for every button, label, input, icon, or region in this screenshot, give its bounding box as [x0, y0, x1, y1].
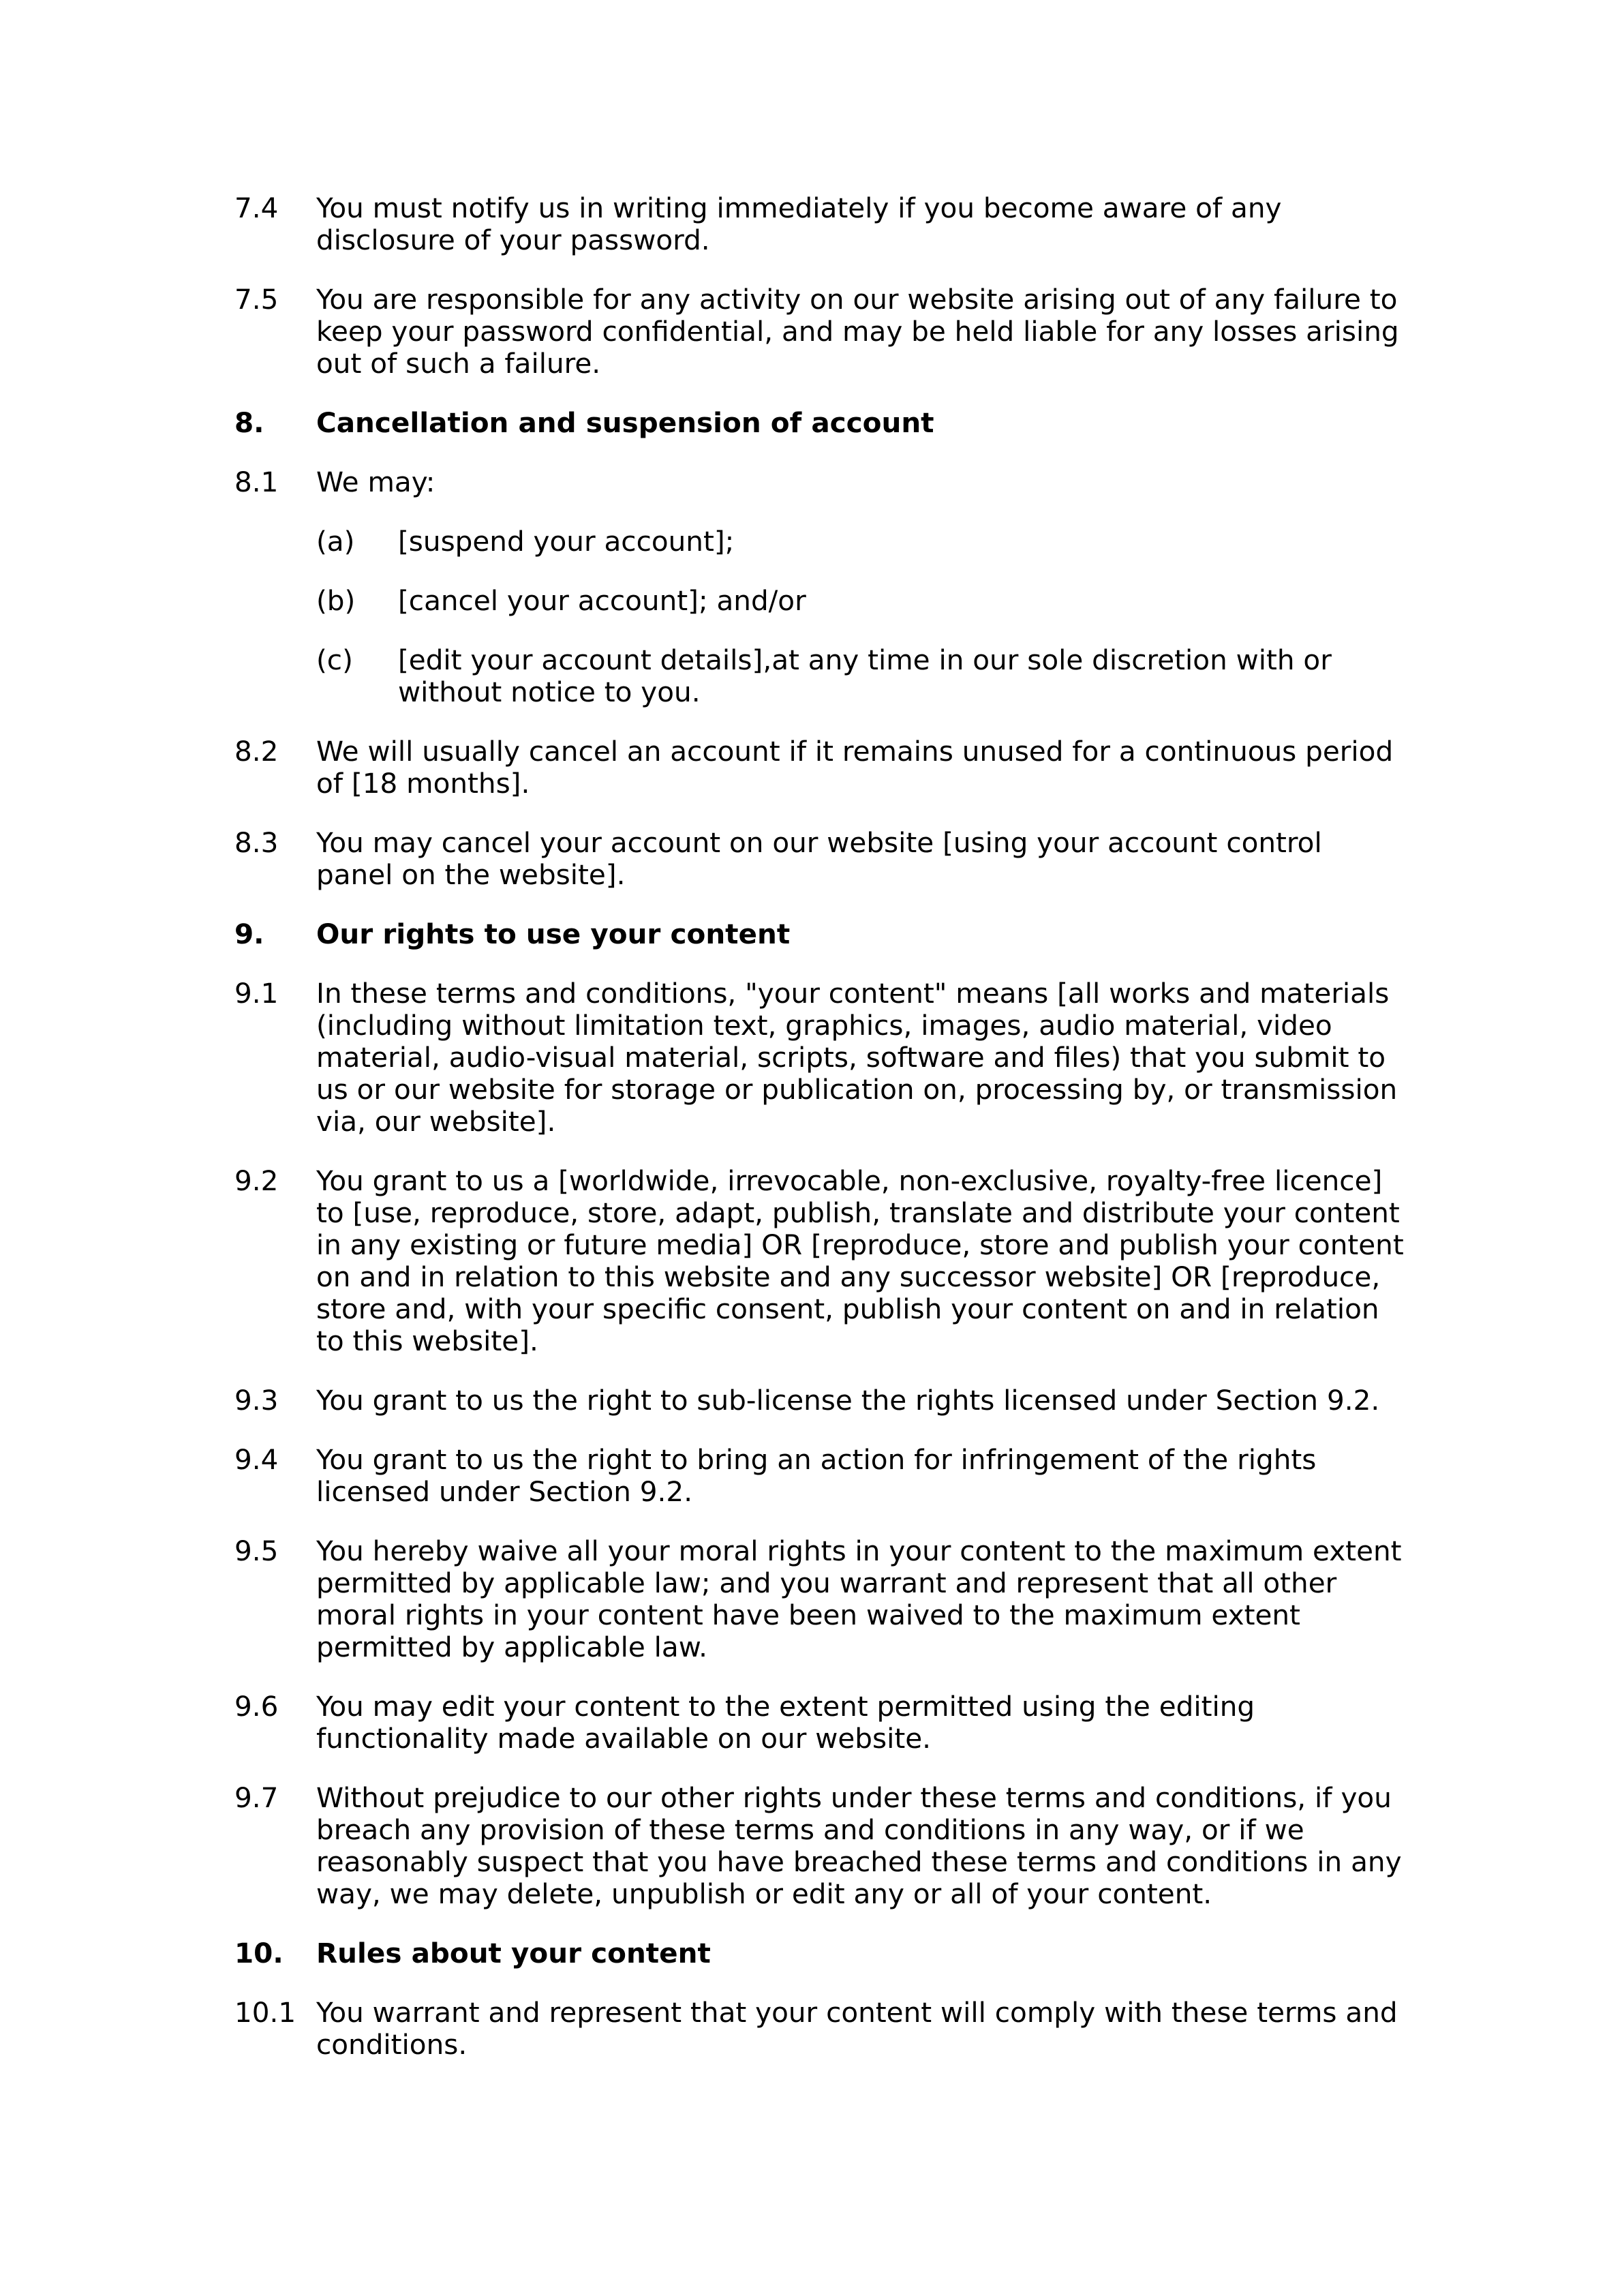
clause-text: You may edit your content to the extent permitted using the editing functionality made available on our website. [316, 1690, 1255, 1755]
clause-number: 8.1 [234, 466, 279, 498]
clause-9-7 [234, 1782, 1407, 1910]
clause-9-2 [234, 1165, 1407, 1357]
section-heading-10 [234, 1937, 1407, 1969]
clause-9-1 [234, 978, 1407, 1138]
clause-number: 7.4 [234, 192, 279, 224]
clause-9-6 [234, 1691, 1407, 1755]
section-title: Rules about your content [316, 1937, 711, 1969]
clause-number: 8.2 [234, 735, 279, 768]
clause-number: 8.3 [234, 826, 279, 859]
clause-8-3 [234, 827, 1407, 891]
clause-7-4 [234, 192, 1407, 256]
clause-8-1 [234, 466, 1407, 498]
clause-text: Without prejudice to our other rights under these terms and conditions, if you breach any provision of these terms and conditions in any way, or if we reasonably suspect that you have breached these terms and conditions in any way, we may delete, unpublish or edit any or all of your content. [316, 1781, 1402, 1910]
subclause-8-1-b [316, 585, 1407, 617]
clause-text: You grant to us the right to sub-license the rights licensed under Section 9.2. [316, 1384, 1380, 1417]
clause-number: 10.1 [234, 1996, 296, 2029]
clause-text: You warrant and represent that your content will comply with these terms and conditions. [316, 1996, 1398, 2061]
document-page [234, 192, 1407, 2088]
clause-number: 9.1 [234, 977, 279, 1010]
clause-8-2 [234, 736, 1407, 800]
clause-text: You grant to us a [worldwide, irrevocable, non-exclusive, royalty-free licence] to [use, reproduce, store, adapt, publish, translate and distribute your content in any existing or future media] OR [reproduce, store and publish your content on and in relation to this website and any successor website] OR [reproduce, store and, with your specific consent, publish your content on and in relation to this website]. [316, 1164, 1404, 1357]
clause-9-3 [234, 1385, 1407, 1417]
clause-number: 9.5 [234, 1535, 279, 1567]
section-number: 8. [234, 406, 264, 439]
subclause-letter: (b) [316, 584, 356, 617]
subclause-8-1-c [316, 644, 1407, 708]
section-title: Our rights to use your content [316, 918, 791, 950]
subclause-8-1-a [316, 526, 1407, 558]
subclause-text: [cancel your account]; and/or [398, 584, 806, 617]
clause-10-1 [234, 1997, 1407, 2061]
clause-number: 9.7 [234, 1781, 279, 1814]
clause-text: We may: [316, 466, 435, 498]
clause-text: You grant to us the right to bring an action for infringement of the rights licensed under Section 9.2. [316, 1443, 1317, 1508]
clause-number: 9.2 [234, 1164, 279, 1197]
section-title: Cancellation and suspension of account [316, 406, 934, 439]
clause-number: 9.3 [234, 1384, 279, 1417]
clause-text: You may cancel your account on our website [using your account control panel on the website]. [316, 826, 1322, 891]
clause-9-5 [234, 1535, 1407, 1663]
clause-number: 7.5 [234, 283, 279, 316]
clause-number: 9.6 [234, 1690, 279, 1723]
section-number: 9. [234, 918, 264, 950]
section-heading-9 [234, 918, 1407, 950]
clause-9-4 [234, 1444, 1407, 1508]
section-number: 10. [234, 1937, 284, 1969]
clause-7-5 [234, 284, 1407, 380]
clause-text: In these terms and conditions, "your content" means [all works and materials (including without limitation text, graphics, images, audio material, video material, audio-visual material, scripts, software and files) that you submit to us or our website for storage or publication on, processing by, or transmission via, our website]. [316, 977, 1398, 1138]
subclause-text: [edit your account details],at any time in our sole discretion with or without notice to you. [398, 644, 1332, 708]
clause-text: We will usually cancel an account if it remains unused for a continuous period of [18 months]. [316, 735, 1394, 800]
subclause-letter: (a) [316, 525, 355, 558]
clause-text: You are responsible for any activity on our website arising out of any failure to keep your password confidential, and may be held liable for any losses arising out of such a failure. [316, 283, 1399, 380]
clause-text: You must notify us in writing immediately if you become aware of any disclosure of your password. [316, 192, 1282, 256]
clause-text: You hereby waive all your moral rights in your content to the maximum extent permitted by applicable law; and you warrant and represent that all other moral rights in your content have been waived to the maximum extent permitted by applicable law. [316, 1535, 1402, 1663]
subclause-letter: (c) [316, 644, 353, 676]
subclause-text: [suspend your account]; [398, 525, 735, 558]
clause-number: 9.4 [234, 1443, 279, 1476]
section-heading-8 [234, 407, 1407, 439]
